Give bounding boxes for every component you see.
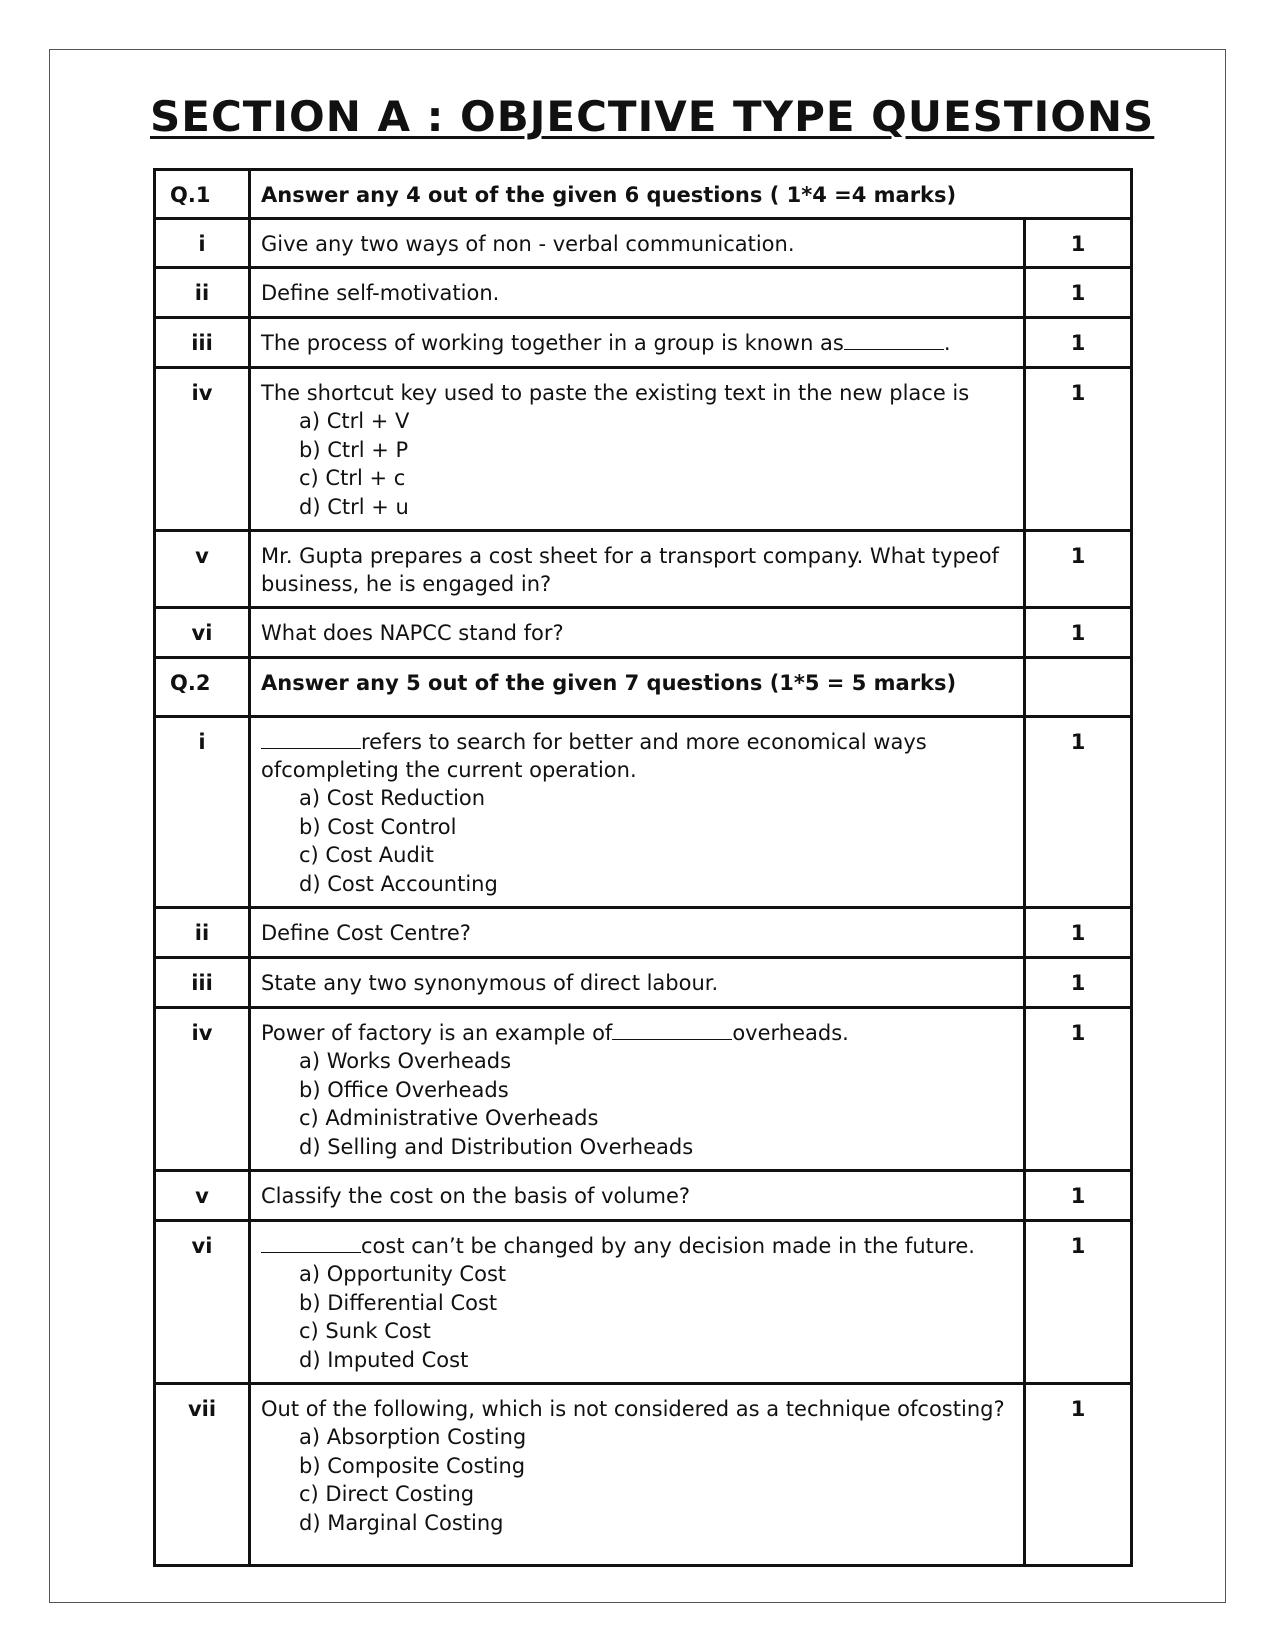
item-number: vi	[155, 1221, 250, 1384]
fill-in-blank	[261, 730, 361, 749]
marks: 1	[1025, 219, 1132, 268]
option: a) Absorption Costing	[299, 1425, 527, 1449]
option: b) Office Overheads	[299, 1077, 509, 1102]
item-number: v	[155, 531, 250, 608]
question-text-before: The process of working together in a group is known as	[261, 331, 844, 355]
question-text-after: cost can’t be changed by any decision made in the future.	[361, 1234, 975, 1258]
option: d) Ctrl + u	[299, 494, 409, 519]
question-text	[261, 1019, 1013, 1047]
marks: 1	[1025, 318, 1132, 368]
marks-empty	[1025, 658, 1132, 717]
section-title: SECTION A : OBJECTIVE TYPE QUESTIONS	[150, 92, 1155, 141]
q1-header-row	[155, 170, 1132, 219]
marks: 1	[1025, 908, 1132, 958]
question-text-after: overheads.	[732, 1021, 849, 1045]
option: a) Opportunity Cost	[299, 1262, 507, 1286]
table-row	[155, 908, 1132, 958]
item-number: vi	[155, 608, 250, 658]
question-text-before: Power of factory is an example of	[261, 1021, 613, 1045]
option: d) Marginal Costing	[299, 1510, 504, 1535]
table-row	[155, 268, 1132, 318]
marks: 1	[1025, 1008, 1132, 1171]
table-row	[155, 608, 1132, 658]
question-text: Define Cost Centre?	[250, 908, 1025, 958]
question-text	[261, 1232, 1013, 1260]
table-row	[155, 531, 1132, 608]
question-cell	[250, 1221, 1025, 1384]
question-text: Define self-motivation.	[250, 268, 1025, 318]
item-number: ii	[155, 268, 250, 318]
option: b) Cost Control	[299, 814, 457, 839]
q2-header-row	[155, 658, 1132, 717]
item-number: i	[155, 717, 250, 908]
options-list	[261, 1423, 1013, 1537]
marks: 1	[1025, 268, 1132, 318]
option: a) Ctrl + V	[299, 409, 410, 433]
option: b) Differential Cost	[299, 1290, 498, 1315]
marks: 1	[1025, 717, 1132, 908]
fill-in-blank	[261, 1234, 361, 1253]
questions-table	[153, 168, 1133, 1567]
question-text: The shortcut key used to paste the existing text in the new place is	[261, 381, 970, 405]
options-list	[261, 1047, 1013, 1161]
table-row	[155, 368, 1132, 531]
option: c) Cost Audit	[299, 843, 434, 867]
fill-in-blank	[612, 1021, 732, 1040]
option: b) Composite Costing	[299, 1453, 526, 1478]
marks: 1	[1025, 1384, 1132, 1566]
item-number: vii	[155, 1384, 250, 1566]
marks: 1	[1025, 608, 1132, 658]
question-text: What does NAPCC stand for?	[250, 608, 1025, 658]
item-number: v	[155, 1171, 250, 1221]
question-text: State any two synonymous of direct labour.	[250, 958, 1025, 1008]
table-row	[155, 958, 1132, 1008]
question-cell	[250, 717, 1025, 908]
q1-instruction: Answer any 4 out of the given 6 questions ( 1*4 =4 marks)	[250, 170, 1132, 219]
question-cell	[250, 1384, 1025, 1566]
options-list	[261, 407, 1013, 521]
question-text: Mr. Gupta prepares a cost sheet for a transport company. What typeof business, he is engaged in?	[250, 531, 1025, 608]
item-number: i	[155, 219, 250, 268]
marks: 1	[1025, 531, 1132, 608]
question-text	[250, 318, 1025, 368]
marks: 1	[1025, 1221, 1132, 1384]
option: c) Ctrl + c	[299, 466, 406, 490]
options-list	[261, 784, 1013, 898]
table-row	[155, 318, 1132, 368]
item-number: iv	[155, 368, 250, 531]
question-text-after: .	[943, 331, 951, 355]
option: c) Sunk Cost	[299, 1319, 431, 1343]
options-list	[261, 1260, 1013, 1374]
q2-instruction: Answer any 5 out of the given 7 questions (1*5 = 5 marks)	[250, 658, 1025, 717]
option: a) Works Overheads	[299, 1049, 512, 1073]
table-row	[155, 1008, 1132, 1171]
table-row	[155, 1221, 1132, 1384]
option: b) Ctrl + P	[299, 437, 409, 462]
table-row	[155, 717, 1132, 908]
option: d) Cost Accounting	[299, 871, 498, 896]
option: c) Direct Costing	[299, 1482, 475, 1506]
question-text	[261, 728, 1013, 784]
fill-in-blank	[844, 331, 944, 350]
table-row	[155, 1384, 1132, 1566]
question-cell	[250, 1008, 1025, 1171]
item-number: ii	[155, 908, 250, 958]
option: c) Administrative Overheads	[299, 1106, 599, 1130]
item-number: iii	[155, 958, 250, 1008]
question-cell	[250, 368, 1025, 531]
question-text: Out of the following, which is not considered as a technique ofcosting?	[261, 1397, 1005, 1421]
option: a) Cost Reduction	[299, 786, 486, 810]
question-text: Classify the cost on the basis of volume?	[250, 1171, 1025, 1221]
question-text-after: refers to search for better and more economical ways ofcompleting the current operation.	[261, 730, 927, 782]
table-row	[155, 219, 1132, 268]
item-number: iii	[155, 318, 250, 368]
question-number: Q.2	[155, 658, 250, 717]
table-row	[155, 1171, 1132, 1221]
question-number: Q.1	[155, 170, 250, 219]
marks: 1	[1025, 368, 1132, 531]
marks: 1	[1025, 1171, 1132, 1221]
marks: 1	[1025, 958, 1132, 1008]
item-number: iv	[155, 1008, 250, 1171]
option: d) Selling and Distribution Overheads	[299, 1134, 694, 1159]
question-text: Give any two ways of non - verbal communication.	[250, 219, 1025, 268]
option: d) Imputed Cost	[299, 1347, 469, 1372]
